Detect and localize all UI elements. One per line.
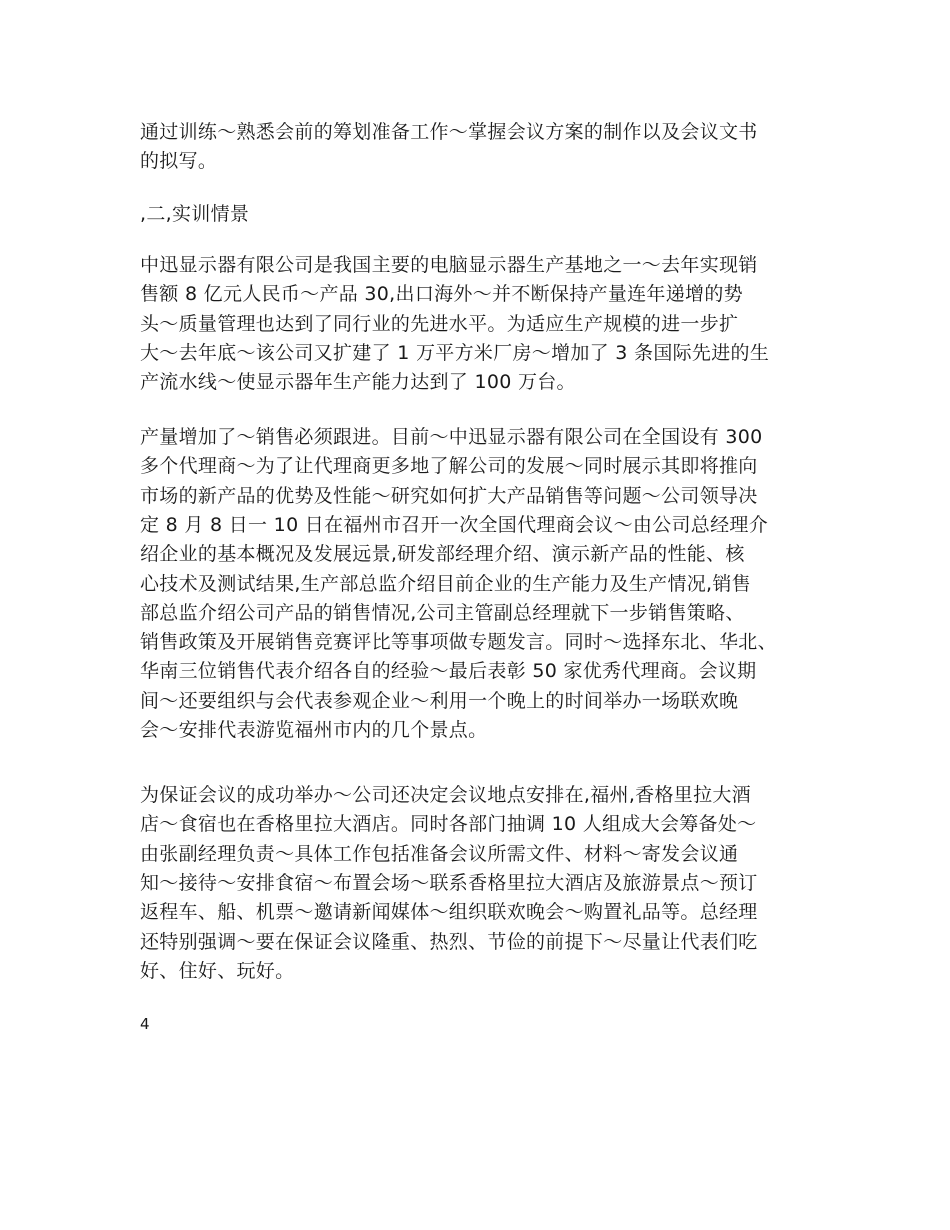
paragraph-3-line-4: 大～去年底～该公司又扩建了 1 万平方米厂房～增加了 3 条国际先进的生 — [140, 341, 770, 364]
paragraph-4-line-11: 会～安排代表游览福州市内的几个景点。 — [140, 719, 488, 741]
paragraph-4-line-9: 华南三位销售代表介绍各自的经验～最后表彰 50 家优秀代理商。会议期 — [140, 660, 757, 683]
paragraph-3-line-1: 中迅显示器有限公司是我国主要的电脑显示器生产基地之一～去年实现销 — [140, 254, 758, 276]
paragraph-1-line-2: 的拟写。 — [140, 150, 218, 173]
paragraph-4-line-5: 绍企业的基本概况及发展远景,研发部经理介绍、演示新产品的性能、核 — [140, 543, 745, 566]
paragraph-1-line-1: 通过训练～熟悉会前的筹划准备工作～掌握会议方案的制作以及会议文书 — [140, 121, 758, 143]
paragraph-5-line-1: 为保证会议的成功举办～公司还决定会议地点安排在,福州,香格里拉大酒 — [140, 784, 751, 806]
paragraph-4-line-1: 产量增加了～销售必须跟进。目前～中迅显示器有限公司在全国设有 300 — [140, 426, 763, 448]
paragraph-4-line-8: 销售政策及开展销售竞赛评比等事项做专题发言。同时～选择东北、华北、 — [140, 631, 777, 654]
paragraph-4-line-6: 心技术及测试结果,生产部总监介绍目前企业的生产能力及生产情况,销售 — [140, 572, 751, 595]
paragraph-5-line-6: 还特别强调～要在保证会议隆重、热烈、节俭的前提下～尽量让代表们吃 — [140, 930, 758, 953]
paragraph-5-line-7: 好、住好、玩好。 — [140, 959, 295, 982]
paragraph-4-line-7: 部总监介绍公司产品的销售情况,公司主管副总经理就下一步销售策略、 — [140, 601, 745, 624]
paragraph-5-line-5: 返程车、船、机票～邀请新闻媒体～组织联欢晚会～购置礼品等。总经理 — [140, 901, 758, 924]
paragraph-2-line-1: ,二,实训情景 — [140, 203, 250, 225]
paragraph-4-line-10: 间～还要组织与会代表参观企业～利用一个晚上的时间举办一场联欢晚 — [140, 689, 739, 712]
paragraph-3-line-5: 产流水线～使显示器年生产能力达到了 100 万台。 — [140, 371, 576, 394]
paragraph-5-line-3: 由张副经理负责～具体工作包括准备会议所需文件、材料～寄发会议通 — [140, 842, 739, 865]
paragraph-4-line-2: 多个代理商～为了让代理商更多地了解公司的发展～同时展示其即将推向 — [140, 455, 758, 478]
paragraph-5-line-4: 知～接待～安排食宿～布置会场～联系香格里拉大酒店及旅游景点～预订 — [140, 871, 758, 894]
page-number: 4 — [140, 1015, 150, 1033]
paragraph-4-line-3: 市场的新产品的优势及性能～研究如何扩大产品销售等问题～公司领导决 — [140, 484, 758, 507]
paragraph-3-line-2: 售额 8 亿元人民币～产品 30,出口海外～并不断保持产量连年递增的势 — [140, 283, 743, 306]
paragraph-5-line-2: 店～食宿也在香格里拉大酒店。同时各部门抽调 10 人组成大会筹备处～ — [140, 813, 757, 836]
paragraph-3-line-3: 头～质量管理也达到了同行业的先进水平。为适应生产规模的进一步扩 — [140, 312, 739, 335]
paragraph-4-line-4: 定 8 月 8 日一 10 日在福州市召开一次全国代理商会议～由公司总经理介 — [140, 513, 768, 536]
